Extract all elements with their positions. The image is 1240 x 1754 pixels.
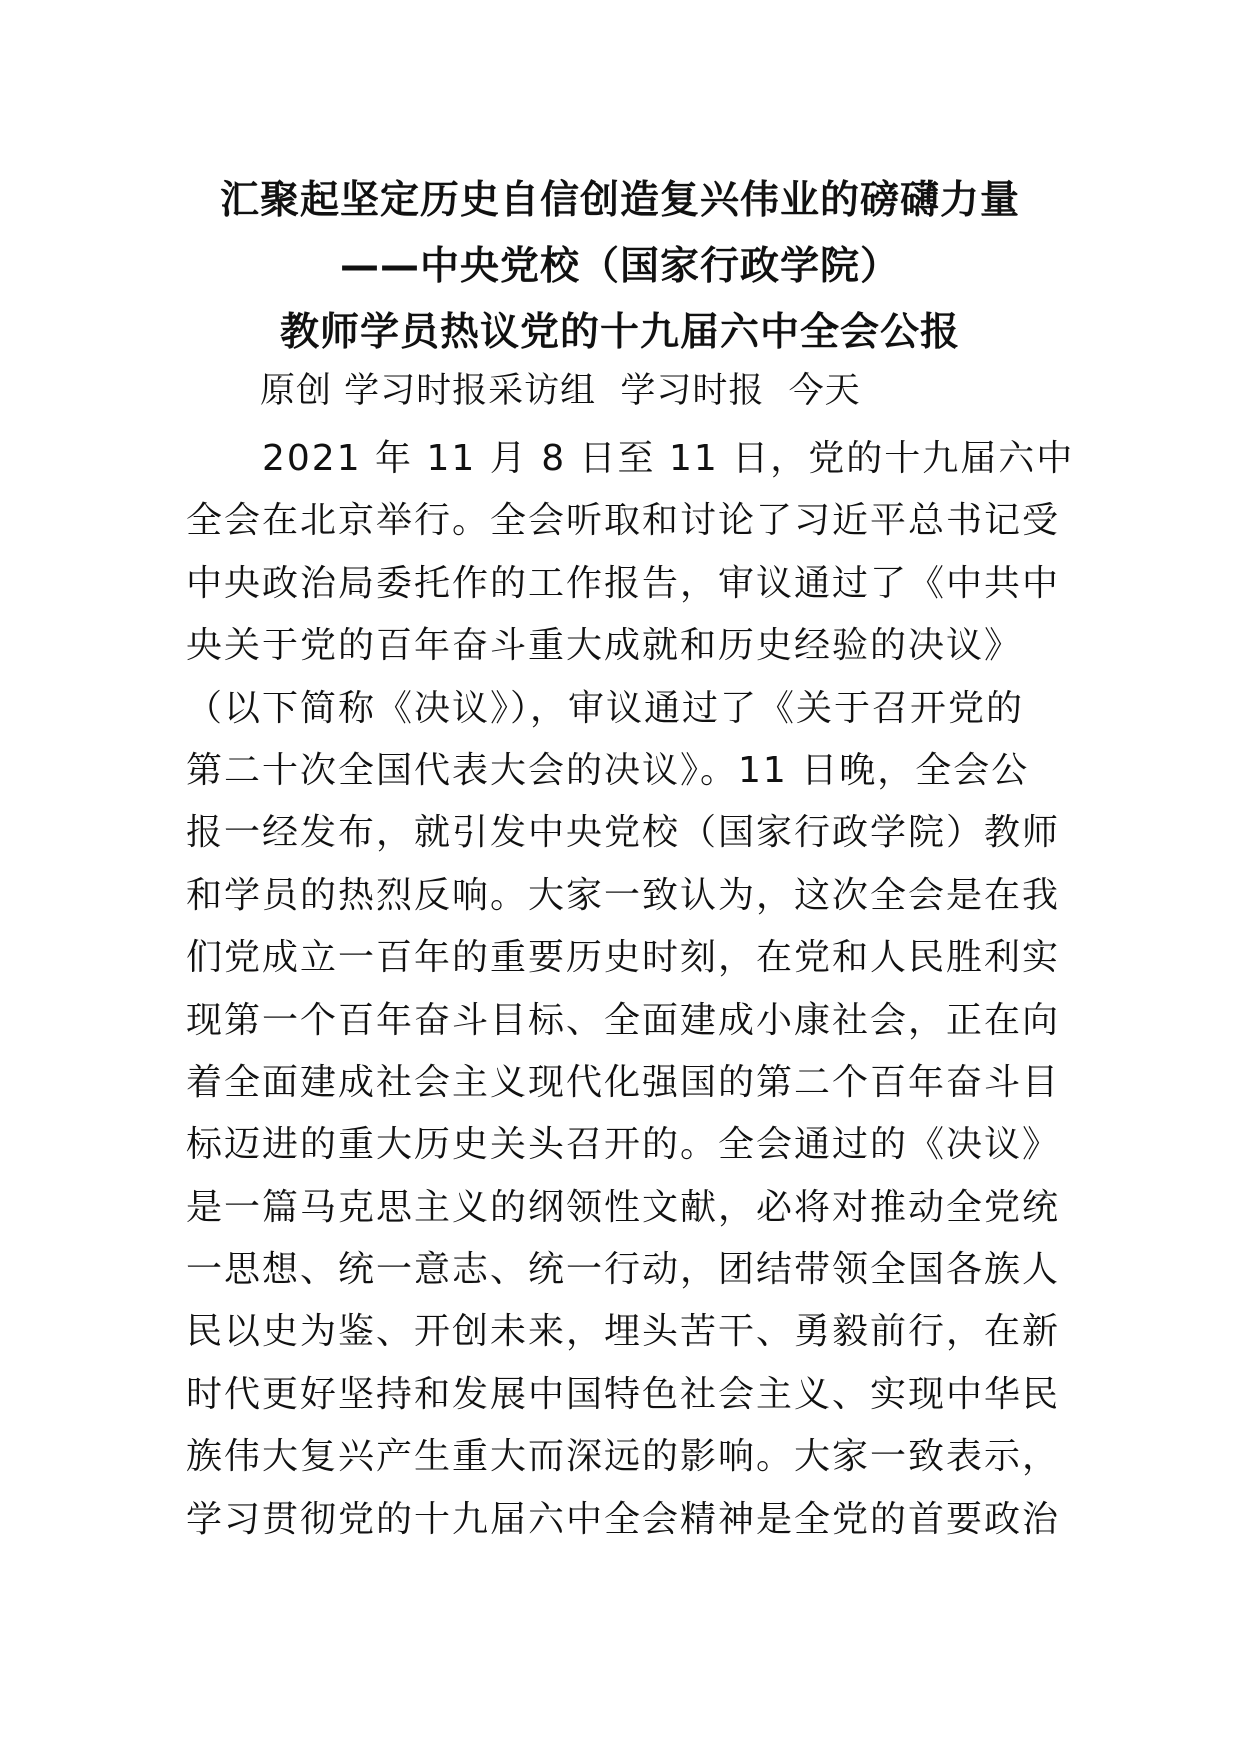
body-line: 着全面建成社会主义现代化强国的第二个百年奋斗目 [186, 1061, 1061, 1103]
title-line-3: 教师学员热议党的十九届六中全会公报 [279, 310, 960, 355]
body-line: 报一经发布，就引发中央党校（国家行政学院）教师 [186, 812, 1061, 854]
body-line: 族伟大复兴产生重大而深远的影响。大家一致表示， [186, 1436, 1061, 1478]
body-line: 学习贯彻党的十九届六中全会精神是全党的首要政治 [186, 1498, 1061, 1540]
body-line: 时代更好坚持和发展中国特色社会主义、实现中华民 [186, 1373, 1061, 1415]
title-line-1: 汇聚起坚定历史自信创造复兴伟业的磅礴力量 [219, 178, 1020, 223]
body-line: 中央政治局委托作的工作报告，审议通过了《中共中 [186, 562, 1061, 604]
body-line: 一思想、统一意志、统一行动，团结带领全国各族人 [186, 1249, 1061, 1291]
body-line: 们党成立一百年的重要历史时刻，在党和人民胜利实 [186, 937, 1061, 979]
body-line: 是一篇马克思主义的纲领性文献，必将对推动全党统 [186, 1186, 1061, 1228]
article-body [186, 428, 1075, 1551]
article-byline: 原创 学习时报采访组 学习时报 今天 [260, 371, 861, 411]
article-title [160, 168, 1080, 366]
body-line: 民以史为鉴、开创未来，埋头苦干、勇毅前行，在新 [186, 1311, 1061, 1353]
body-line: 和学员的热烈反响。大家一致认为，这次全会是在我 [186, 874, 1061, 916]
body-line: 第二十次全国代表大会的决议》。11 日晚，全会公 [186, 749, 1030, 791]
body-line: 2021 年 11 月 8 日至 11 日，党的十九届六中 [262, 438, 1075, 479]
body-line: 现第一个百年奋斗目标、全面建成小康社会，正在向 [186, 999, 1061, 1041]
body-line: 央关于党的百年奋斗重大成就和历史经验的决议》 [186, 625, 1023, 667]
title-line-2: ——中央党校（国家行政学院） [339, 244, 900, 289]
body-line: （以下简称《决议》），审议通过了《关于召开党的 [186, 687, 1025, 729]
body-line: 标迈进的重大历史关头召开的。全会通过的《决议》 [186, 1124, 1061, 1166]
body-line: 全会在北京举行。全会听取和讨论了习近平总书记受 [186, 500, 1061, 542]
